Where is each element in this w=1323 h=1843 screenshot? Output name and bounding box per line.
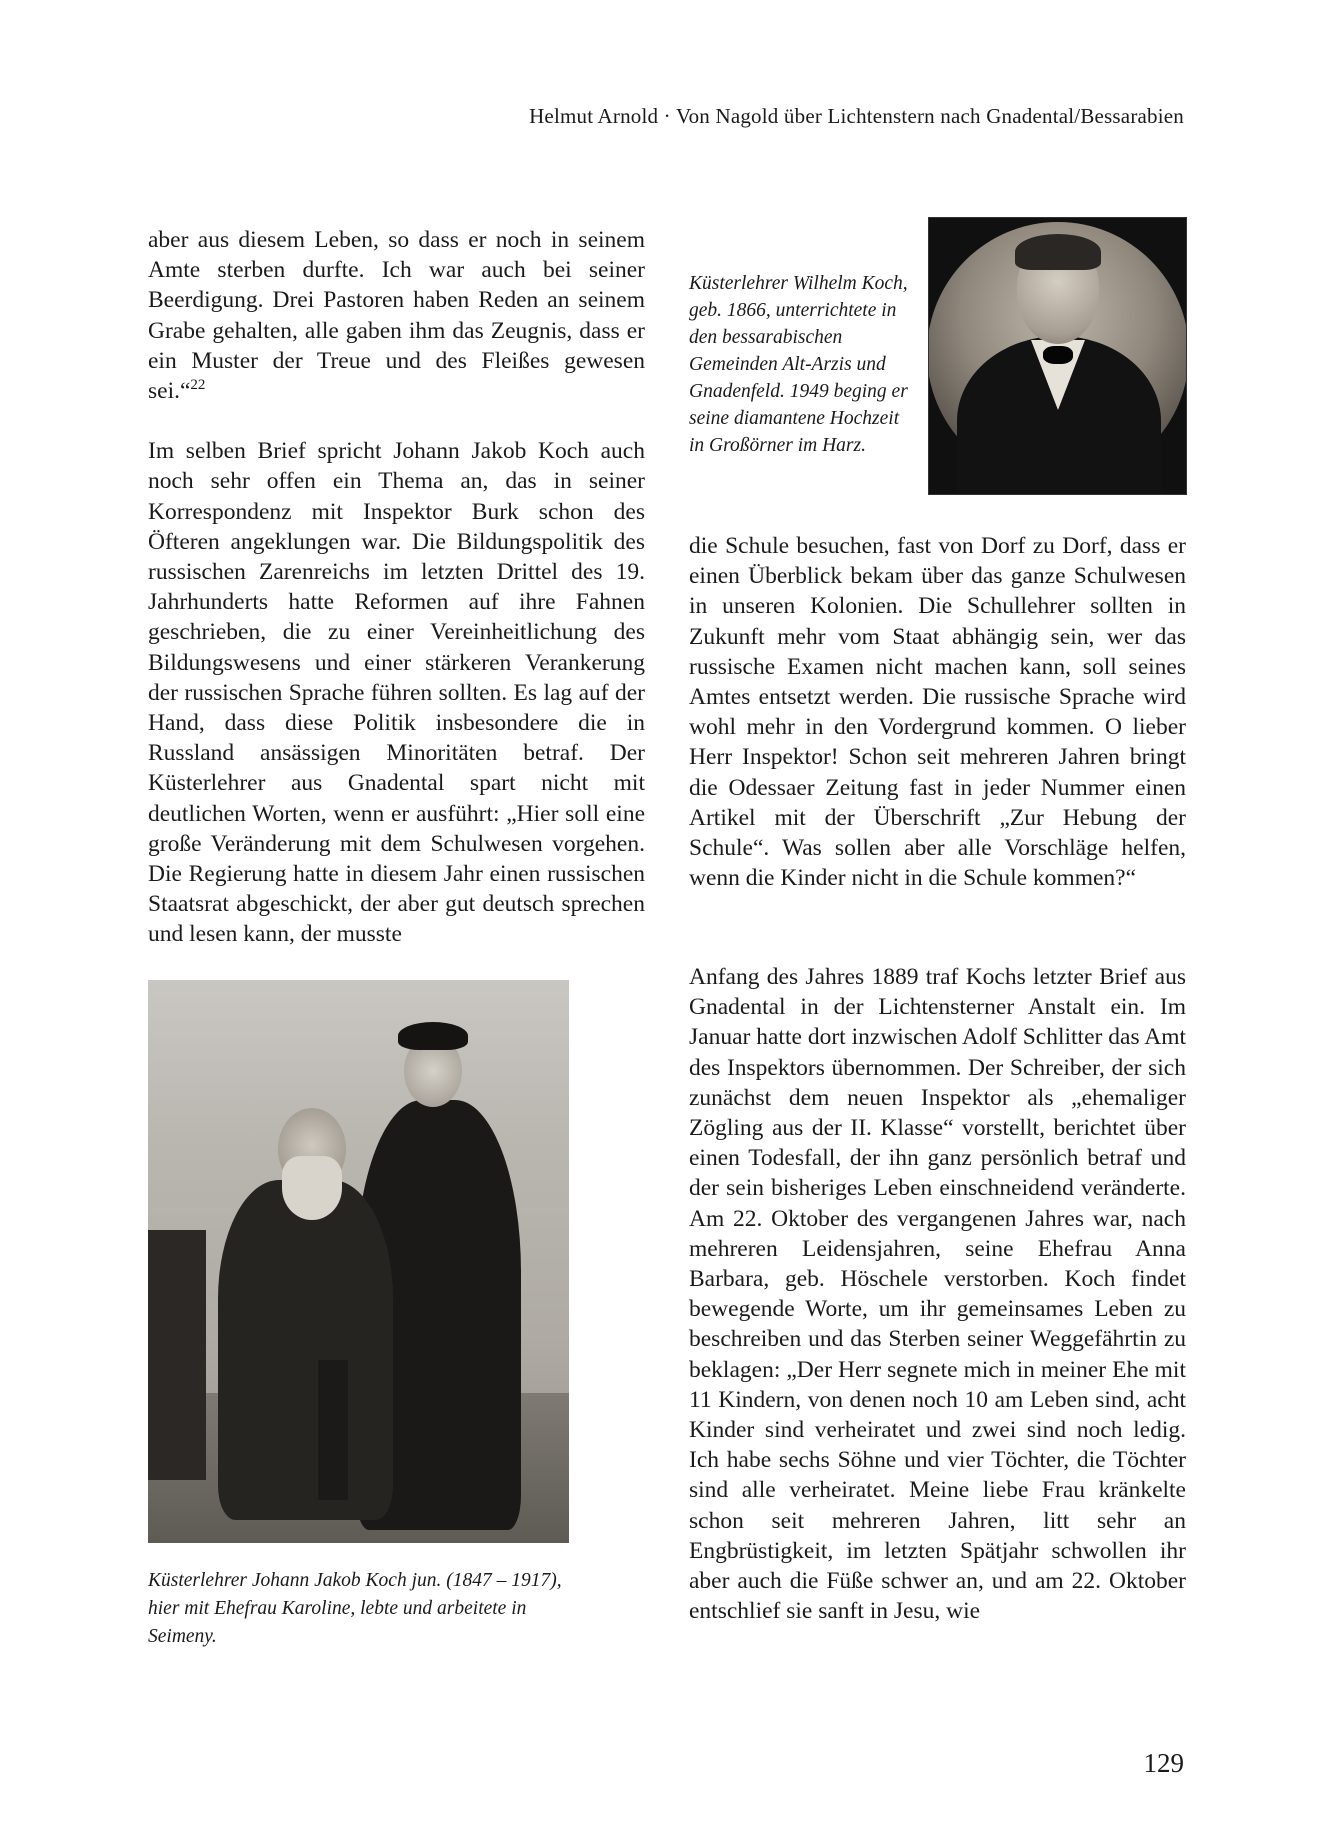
right-column-bottom xyxy=(689,962,1186,1626)
portrait-hair xyxy=(1015,234,1101,270)
footnote-marker[interactable]: 22 xyxy=(190,377,206,394)
photo-chair xyxy=(318,1360,348,1500)
photo-side-table xyxy=(148,1230,206,1480)
right-column-top xyxy=(689,531,1186,893)
portrait-caption: Küsterlehrer Wilhelm Koch, geb. 1866, unterrichtete in den bessarabischen Gemeinden Alt-Arzis und Gnadenfeld. 1949 beging er seine diamantene Hochzeit in Großörner im Harz. xyxy=(689,273,908,456)
right-paragraph-2: Anfang des Jahres 1889 traf Kochs letzter Brief aus Gnadental in der Lichtensterner Anstalt ein. Im Januar hatte dort inzwischen Adolf Schlitter das Amt des Inspektors übernommen. Der Schreiber, der sich zunächst dem neuen Inspektor als „ehemaliger Zögling aus der II. Klasse“ vorstellt, berichtet über einen Todesfall, der ihn ganz persönlich betraf und der sein bisheriges Leben einschneidend veränderte. Am 22. Oktober des vergangenen Jahres war, nach mehreren Leidensjahren, seine Ehefrau Anna Barbara, geb. Höschele verstorben. Koch findet bewegende Worte, um ihr gemeinsames Leben zu beschreiben und das Sterben seiner Weggefährtin zu beklagen: „Der Herr segnete mich in meiner Ehe mit 11 Kindern, von denen noch 10 am Leben sind, acht Kinder sind verheiratet und zwei sind noch ledig. Ich habe sechs Söhne und vier Töchter, die Töchter sind alle verheiratet. Meine liebe Frau kränkelte schon seit mehreren Jahren, litt sehr an Engbrüstigkeit, im letzten Spätjahr schwollen ihr aber auch die Füße schwer an, und am 22. Oktober entschlief sie sanft in Jesu, wie xyxy=(689,964,1186,1625)
running-head: Helmut Arnold · Von Nagold über Lichtenstern nach Gnadental/Bessarabien xyxy=(529,104,1184,128)
photo-man-figure xyxy=(218,1180,393,1520)
photo-woman-hat xyxy=(398,1022,468,1050)
left-paragraph-1 xyxy=(148,225,645,406)
photo-man-beard xyxy=(282,1156,342,1220)
left-paragraph-1-text: aber aus diesem Leben, so dass er noch in seinem Amte sterben durfte. Ich war auch bei seiner Beerdigung. Drei Pastoren haben Reden an seinem Grabe gehalten, alle gaben ihm das Zeugnis, dass er ein Muster der Treue und des Fleißes gewesen sei.“ xyxy=(148,227,645,405)
couple-caption: Küsterlehrer Johann Jakob Koch jun. (1847 – 1917), hier mit Ehefrau Karoline, lebte und arbeitete in Seimeny. xyxy=(148,1570,562,1647)
page-number: 129 xyxy=(1143,1748,1184,1778)
right-paragraph-1: die Schule besuchen, fast von Dorf zu Dorf, dass er einen Überblick bekam über das ganze Schulwesen in unseren Kolonien. Die Schullehrer sollten in Zukunft mehr vom Staat abhängig sein, wer das russische Examen nicht machen kann, soll seines Amtes entsetzt werden. Die russische Sprache wird wohl mehr in den Vordergrund kommen. O lieber Herr Inspektor! Schon seit mehreren Jahren bringt die Odessaer Zeitung fast in jeder Nummer einen Artikel mit der Überschrift „Zur Hebung der Schule“. Was sollen aber alle Vorschläge helfen, wenn die Kinder nicht in die Schule kommen?“ xyxy=(689,533,1186,892)
couple-photo xyxy=(148,980,569,1543)
left-column xyxy=(148,225,645,950)
portrait-photo xyxy=(928,217,1187,495)
left-paragraph-2: Im selben Brief spricht Johann Jakob Koch auch noch sehr offen ein Thema an, das in seiner Korrespondenz mit Inspektor Burk schon des Öfteren angeklungen war. Die Bildungspolitik des russischen Zarenreichs im letzten Drittel des 19. Jahrhunderts hatte Reformen auf ihre Fahnen geschrieben, die zu einer Vereinheitlichung des Bildungswesens und einer stärkeren Verankerung der russischen Sprache führen sollten. Es lag auf der Hand, dass diese Politik insbesondere die in Russland ansässigen Minoritäten betraf. Der Küsterlehrer aus Gnadental spart nicht mit deutlichen Worten, wenn er ausführt: „Hier soll eine große Veränderung mit dem Schulwesen vorgehen. Die Regierung hatte in diesem Jahr einen russischen Staatsrat abgeschickt, der aber gut deutsch sprechen und lesen kann, der musste xyxy=(148,438,645,948)
portrait-bow-tie xyxy=(1043,346,1073,364)
